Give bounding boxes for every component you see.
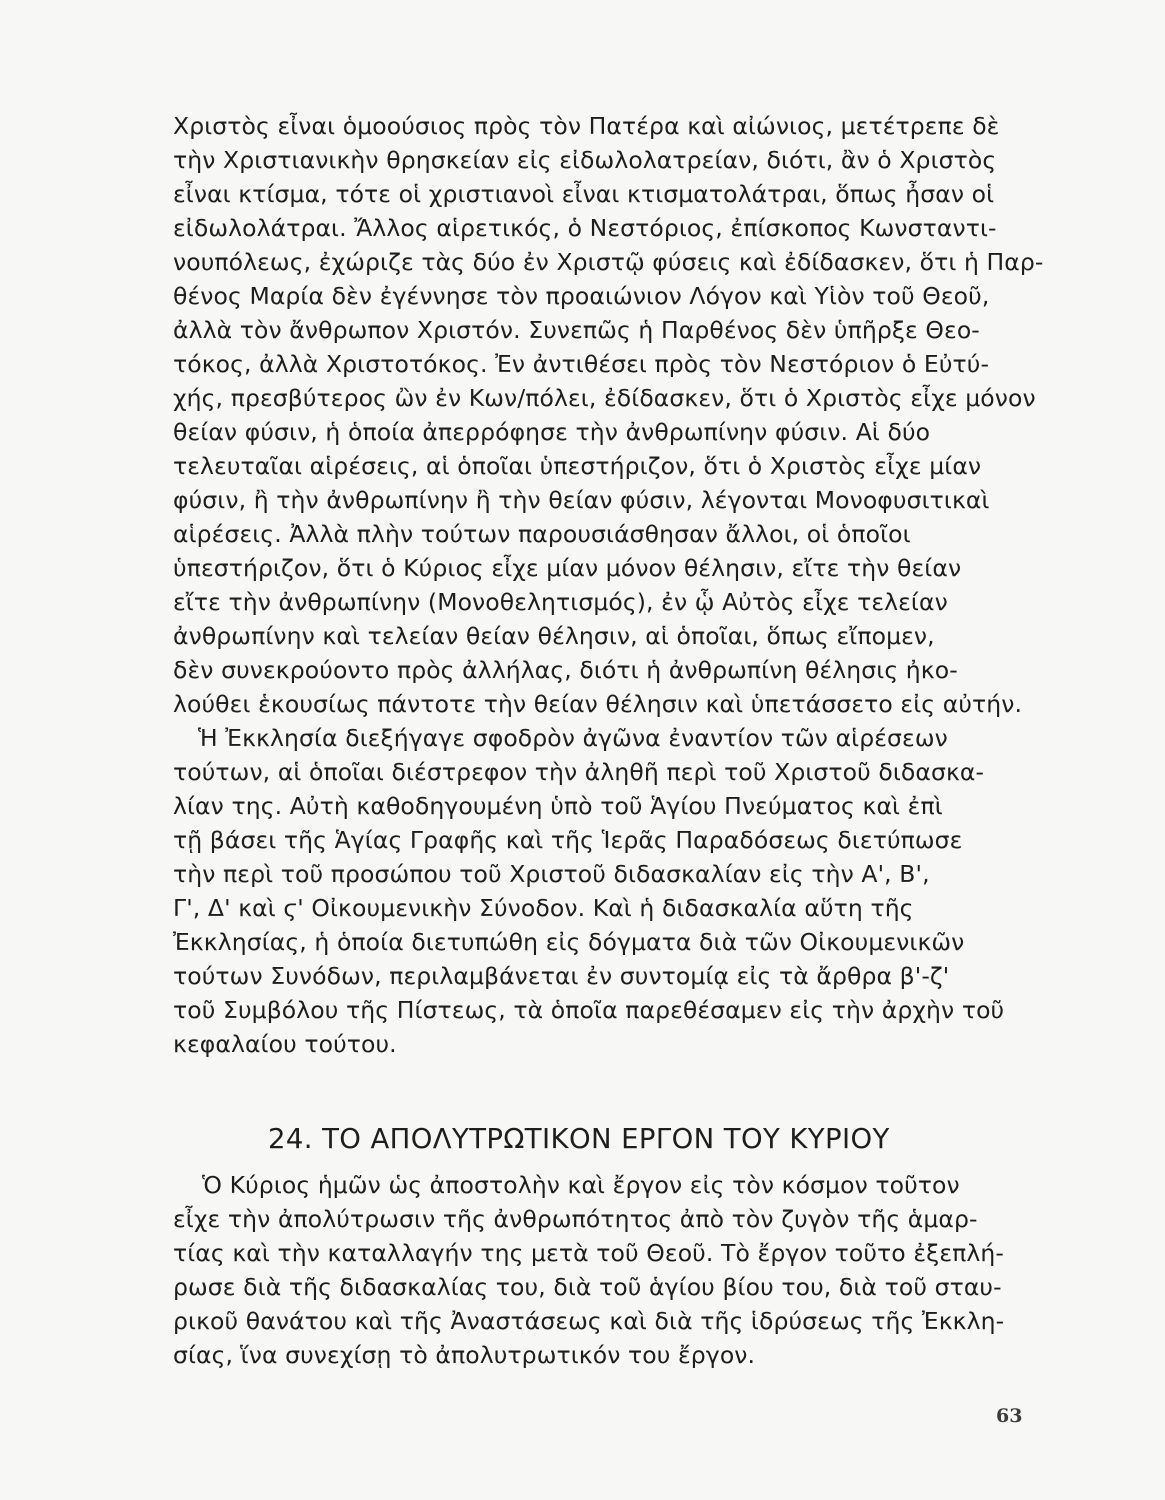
text-line: εἴτε τὴν ἀνθρωπίνην (Μονοθελητισμός), ἐν ᾧ Αὐτὸς εἶχε τελείαν [173, 588, 948, 616]
text-line: αἱρέσεις. Ἀλλὰ πλὴν τούτων παρουσιάσθησαν ἄλλοι, οἱ ὁποῖοι [173, 520, 911, 548]
text-line: θείαν φύσιν, ἡ ὁποία ἀπερρόφησε τὴν ἀνθρωπίνην φύσιν. Αἱ δύο [173, 418, 931, 446]
text-line: Γ', Δ' καὶ ϛ' Οἰκουμενικὴν Σύνοδον. Καὶ ἡ διδασκαλία αὕτη τῆς [173, 894, 914, 922]
text-line: τούτων, αἱ ὁποῖαι διέστρεφον τὴν ἀληθῆ περὶ τοῦ Χριστοῦ διδασκα- [173, 758, 985, 786]
text-line: σίας, ἵνα συνεχίσῃ τὸ ἀπολυτρωτικόν του ἔργον. [173, 1341, 756, 1369]
text-line: θένος Μαρία δὲν ἐγέννησε τὸν προαιώνιον Λόγον καὶ Υἱὸν τοῦ Θεοῦ, [173, 282, 990, 310]
text-line: ρωσε διὰ τῆς διδασκαλίας του, διὰ τοῦ ἁγίου βίου του, διὰ τοῦ σταυ- [173, 1273, 1002, 1301]
text-line: ἀλλὰ τὸν ἄνθρωπον Χριστόν. Συνεπῶς ἡ Παρθένος δὲν ὑπῆρξε Θεο- [173, 316, 980, 344]
text-line: λίαν της. Αὐτὴ καθοδηγουμένη ὑπὸ τοῦ Ἁγίου Πνεύματος καὶ ἐπὶ [173, 792, 943, 820]
text-line: φύσιν, ἢ τὴν ἀνθρωπίνην ἢ τὴν θείαν φύσιν, λέγονται Μονοφυσιτικαὶ [173, 486, 990, 514]
text-line: δὲν συνεκρούοντο πρὸς ἀλλήλας, διότι ἡ ἀνθρωπίνη θέλησις ἠκο- [173, 656, 958, 684]
section-heading: 24. ΤΟ ΑΠΟΛΥΤΡΩΤΙΚΟΝ ΕΡΓΟΝ ΤΟΥ ΚΥΡΙΟΥ [268, 1123, 890, 1155]
text-line: Ἡ Ἐκκλησία διεξήγαγε σφοδρὸν ἀγῶνα ἐναντίον τῶν αἱρέσεων [198, 724, 948, 752]
text-line: ὑπεστήριζον, ὅτι ὁ Κύριος εἶχε μίαν μόνον θέλησιν, εἴτε τὴν θείαν [173, 554, 962, 582]
text-line: εἶχε τὴν ἀπολύτρωσιν τῆς ἀνθρωπότητος ἀπὸ τὸν ζυγὸν τῆς ἁμαρ- [173, 1205, 978, 1233]
text-line: Ἐκκλησίας, ἡ ὁποία διετυπώθη εἰς δόγματα διὰ τῶν Οἰκουμενικῶν [173, 928, 965, 956]
text-line: τούτων Συνόδων, περιλαμβάνεται ἐν συντομίᾳ εἰς τὰ ἄρθρα β'-ζ' [173, 962, 950, 990]
page-number: 63 [996, 1405, 1023, 1427]
text-line: τοῦ Συμβόλου τῆς Πίστεως, τὰ ὁποῖα παρεθέσαμεν εἰς τὴν ἀρχὴν τοῦ [173, 996, 1005, 1024]
text-line: εἰδωλολάτραι. Ἄλλος αἱρετικός, ὁ Νεστόριος, ἐπίσκοπος Κωνσταντι- [173, 214, 997, 242]
text-line: ρικοῦ θανάτου καὶ τῆς Ἀναστάσεως καὶ διὰ τῆς ἱδρύσεως τῆς Ἐκκλη- [173, 1307, 1005, 1335]
text-line: Χριστὸς εἶναι ὁμοούσιος πρὸς τὸν Πατέρα καὶ αἰώνιος, μετέτρεπε δὲ [173, 112, 1000, 140]
text-line: τῇ βάσει τῆς Ἁγίας Γραφῆς καὶ τῆς Ἱερᾶς Παραδόσεως διετύπωσε [173, 826, 963, 854]
text-line: ἀνθρωπίνην καὶ τελείαν θείαν θέλησιν, αἱ ὁποῖαι, ὅπως εἴπομεν, [173, 622, 935, 650]
text-line: τελευταῖαι αἱρέσεις, αἱ ὁποῖαι ὑπεστήριζον, ὅτι ὁ Χριστὸς εἶχε μίαν [173, 452, 982, 480]
text-line: Ὁ Κύριος ἡμῶν ὡς ἀποστολὴν καὶ ἔργον εἰς τὸν κόσμον τοῦτον [202, 1171, 960, 1199]
text-line: τὴν περὶ τοῦ προσώπου τοῦ Χριστοῦ διδασκαλίαν εἰς τὴν Α', Β', [173, 860, 930, 888]
text-line: τὴν Χριστιανικὴν θρησκείαν εἰς εἰδωλολατρείαν, διότι, ἂν ὁ Χριστὸς [173, 146, 997, 174]
text-line: κεφαλαίου τούτου. [173, 1030, 397, 1058]
text-line: νουπόλεως, ἐχώριζε τὰς δύο ἐν Χριστῷ φύσεις καὶ ἐδίδασκεν, ὅτι ἡ Παρ- [173, 248, 1044, 276]
text-line: εἶναι κτίσμα, τότε οἱ χριστιανοὶ εἶναι κτισματολάτραι, ὅπως ἦσαν οἱ [173, 180, 995, 208]
text-line: τόκος, ἀλλὰ Χριστοτόκος. Ἐν ἀντιθέσει πρὸς τὸν Νεστόριον ὁ Εὐτύ- [173, 350, 990, 378]
text-line: τίας καὶ τὴν καταλλαγήν της μετὰ τοῦ Θεοῦ. Τὸ ἔργον τοῦτο ἐξεπλή- [173, 1239, 1004, 1267]
text-line: λούθει ἑκουσίως πάντοτε τὴν θείαν θέλησιν καὶ ὑπετάσσετο εἰς αὐτήν. [173, 690, 1023, 718]
text-line: χής, πρεσβύτερος ὢν ἐν Κων/πόλει, ἐδίδασκεν, ὅτι ὁ Χριστὸς εἶχε μόνον [173, 384, 1036, 412]
